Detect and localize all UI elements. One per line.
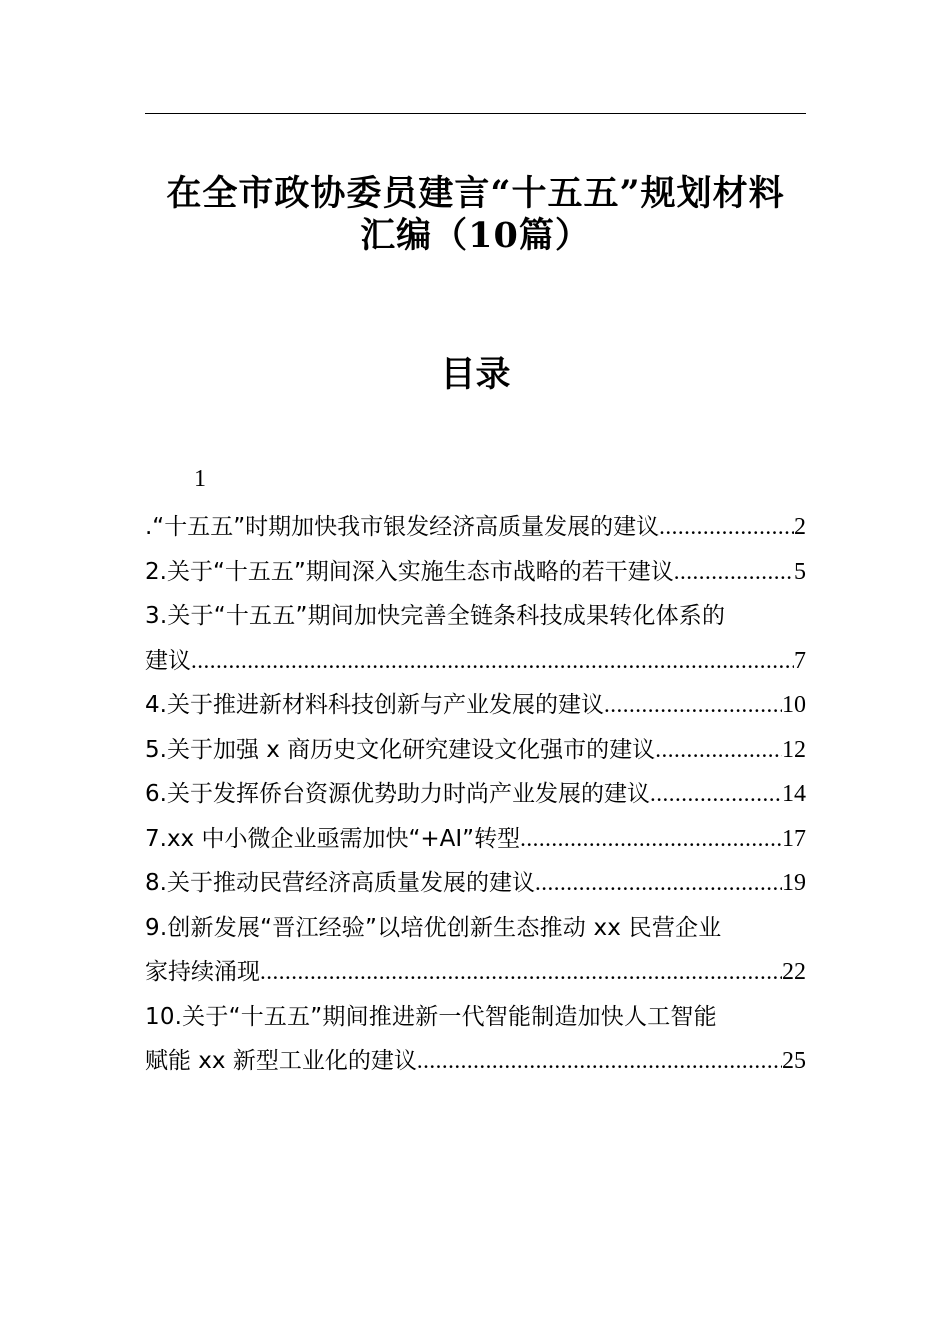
toc-leader-dots [520, 817, 782, 862]
toc-entry-1[interactable] [145, 505, 806, 550]
toc-entry-title: 建议 [145, 647, 191, 674]
toc-page-number: 7 [794, 647, 806, 674]
toc-list [145, 505, 806, 1084]
toc-entry-title-line1: 3.关于“十五五”期间加快完善全链条科技成果转化体系的 [145, 603, 726, 629]
toc-page-number: 22 [782, 959, 806, 985]
toc-entry-10-line2 [145, 1039, 806, 1084]
toc-page-number: 17 [782, 825, 806, 852]
toc-entry-title: 8.关于推动民营经济高质量发展的建议 [145, 870, 535, 896]
toc-page-number: 2 [794, 514, 806, 540]
toc-page-number: 10 [782, 692, 806, 718]
toc-page-number: 12 [782, 736, 806, 763]
toc-entry-title: .“十五五”时期加快我市银发经济高质量发展的建议 [145, 514, 660, 540]
toc-entry-1-number: 1 [194, 466, 206, 492]
toc-entry-10[interactable] [145, 995, 806, 1084]
toc-entry-3[interactable] [145, 594, 806, 683]
toc-entry-title: 7.xx 中小微企业亟需加快“+AI”转型 [145, 825, 521, 852]
toc-entry-title: 家持续涌现 [145, 959, 260, 985]
toc-heading: 目录 [440, 354, 511, 395]
toc-entry-8[interactable] [145, 861, 806, 906]
toc-entry-2[interactable] [145, 550, 806, 595]
toc-entry-title: 6.关于发挥侨台资源优势助力时尚产业发展的建议 [145, 781, 650, 807]
toc-entry-7[interactable] [145, 817, 806, 862]
header-rule [145, 113, 806, 114]
toc-entry-title-line1: 9.创新发展“晋江经验”以培优创新生态推动 xx 民营企业 [145, 914, 722, 941]
toc-leader-dots [417, 1039, 782, 1084]
document-title-line-1: 在全市政协委员建言“十五五”规划材料 [166, 173, 785, 214]
toc-page-number: 25 [782, 1048, 806, 1074]
document-title-line-2: 汇编（10篇） [360, 215, 591, 256]
toc-entry-title: 2.关于“十五五”期间深入实施生态市战略的若干建议 [145, 558, 674, 585]
toc-entry-5[interactable] [145, 728, 806, 773]
toc-entry-9[interactable] [145, 906, 806, 995]
toc-page-number: 5 [794, 558, 806, 585]
toc-entry-4[interactable] [145, 683, 806, 728]
toc-entry-title: 赋能 xx 新型工业化的建议 [145, 1048, 417, 1074]
toc-leader-dots [604, 683, 782, 728]
toc-entry-title-line1: 10.关于“十五五”期间推进新一代智能制造加快人工智能 [145, 1003, 717, 1030]
toc-entry-title: 4.关于推进新材料科技创新与产业发展的建议 [145, 692, 604, 718]
toc-entry-3-line2 [145, 639, 806, 684]
toc-entry-title: 5.关于加强 x 商历史文化研究建设文化强市的建议 [145, 736, 656, 763]
toc-leader-dots [655, 728, 782, 773]
toc-leader-dots [650, 772, 782, 817]
toc-page-number: 14 [782, 781, 806, 807]
toc-leader-dots [191, 639, 794, 684]
toc-leader-dots [674, 550, 794, 595]
toc-entry-9-line2 [145, 950, 806, 995]
toc-page-number: 19 [782, 870, 806, 896]
toc-entry-6[interactable] [145, 772, 806, 817]
toc-leader-dots [535, 861, 782, 906]
toc-leader-dots [659, 505, 794, 550]
toc-leader-dots [260, 950, 782, 995]
